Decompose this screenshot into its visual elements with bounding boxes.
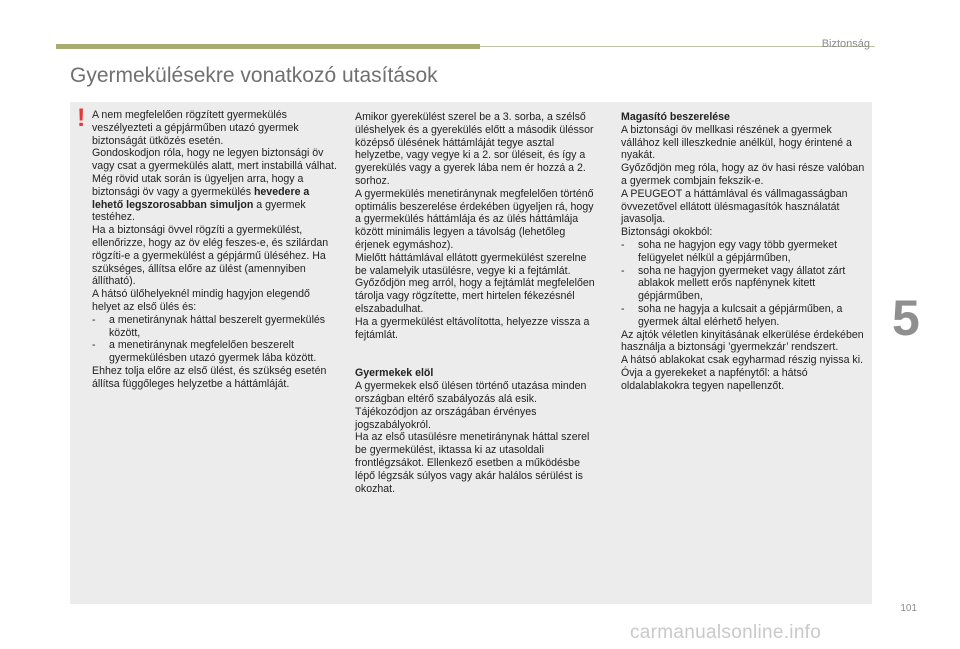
list-item: - soha ne hagyjon gyermeket vagy állatot zárt ablakok mellett erős napfénynek kitett gépjárműben,: [621, 264, 846, 303]
paragraph: Győződjön meg róla, hogy az öv hasi része valóban a gyermek combjain fekszik-e.: [621, 162, 865, 187]
page-title: Gyermekülésekre vonatkozó utasítások: [70, 64, 438, 87]
paragraph: A gyermekülés menetiránynak megfelelően történő optimális beszerelése érdekében ügyeljen rá, hogy a gyermekülés háttámlája és az ülés háttámlája között minimális legyen a távolság (lehetőleg érjenek egymáshoz).: [355, 187, 594, 251]
warning-paragraph: A hátsó ülőhelyeknél mindig hagyjon elegendő helyet az első ülés és:: [92, 288, 310, 313]
warning-paragraph: [92, 173, 340, 224]
paragraph: Az ajtók véletlen kinyitásának elkerülése érdekében használja a biztonsági ’gyermekzár’ rendszert.: [621, 328, 864, 354]
paragraph: A hátsó ablakokat csak egyharmad részig nyissa ki.: [621, 354, 864, 367]
warning-paragraph: Ehhez tolja előre az első ülést, és szükség esetén állítsa függőleges helyzetbe a háttámláját.: [92, 364, 327, 390]
watermark: carmanualsonline.info: [630, 622, 822, 643]
paragraph: Ha a gyermekülést eltávolította, helyezze vissza a fejtámlát.: [355, 315, 590, 341]
paragraph: Amikor gyerekülést szerel be a 3. sorba, a szélső üléshelyek és a gyerekülés előtt a második üléssor középső ülésének háttámláját tegye asztal helyzetbe, vagy vegye ki a 2. sor üléseit, és így a gyerekülés vagy a gyerek lába nem ér hozzá a 2. sorhoz.: [355, 111, 594, 187]
warning-column: [92, 109, 340, 391]
warning-icon: !: [77, 104, 86, 132]
list-item: - soha ne hagyjon egy vagy több gyermeket felügyelet nélkül a gépjárműben,: [621, 238, 838, 264]
paragraph: Győződjön meg arról, hogy a fejtámlát megfelelően tárolja vagy rögzítette, mert hirtelen fékezésnél elszabadulhat.: [355, 277, 595, 315]
text-run: Még rövid utak során is ügyeljen arra, hogy a biztonsági öv vagy a gyermekülés: [92, 172, 304, 198]
paragraph: Mielőtt háttámlával ellátott gyermekülést szerelne be valamelyik utasülésre, vegye ki a fejtámlát.: [355, 251, 587, 277]
warning-paragraph: A nem megfelelően rögzített gyermekülés veszélyezteti a gépjárműben utazó gyermek biztonságát ütközés esetén.: [92, 109, 299, 147]
warning-paragraph: Ha a biztonsági övvel rögzíti a gyermekülést, ellenőrizze, hogy az öv elég feszes-e, és szilárdan rögzíti-e a gyermekülést a gépjármű üléséhez. Ha szükséges, állítsa előre az ülést (amennyiben állítható).: [92, 224, 329, 288]
text-run: a gyermek testéhez.: [92, 198, 306, 224]
header-rule: [480, 46, 875, 47]
paragraph: Biztonsági okokból:: [621, 226, 713, 239]
list-item: - soha ne hagyja a kulcsait a gépjárműben, a gyermek által elérhető helyen.: [621, 302, 843, 328]
paragraph: A biztonsági öv mellkasi részének a gyermek vállához kell illeszkednie anélkül, hogy érintené a nyakát.: [621, 123, 852, 162]
warning-paragraph: Gondoskodjon róla, hogy ne legyen biztonsági öv vagy csat a gyermekülés alatt, mert instabillá válhat.: [92, 147, 337, 173]
section-label: Biztonság: [821, 38, 870, 50]
subheading-front: Gyermekek elöl: [355, 367, 434, 380]
chapter-number: 5: [892, 290, 920, 346]
paragraph: A PEUGEOT a háttámlával és vállmagasságban övvezetővel ellátott ülésmagasítók használatát javasolja.: [621, 187, 848, 226]
subheading-booster: Magasító beszerelése: [621, 111, 730, 123]
header-accent-bar: [56, 44, 480, 49]
paragraph: Ha az első utasülésre menetiránynak háttal szerel be gyermekülést, iktassa ki az utasoldali frontlégzsákot. Ellenkező esetben a működésbe lépő légzsák súlyos vagy akár halálos sérülést is okozhat.: [355, 431, 590, 495]
booster-column: [621, 111, 867, 393]
list-item: - a menetiránynak megfelelően beszerelt gyermekülésben utazó gyermek lába között.: [92, 339, 317, 365]
third-row-column: [355, 111, 600, 495]
page-number: 101: [900, 603, 917, 614]
emphasis-text: hevedere a lehető legszorosabban simuljon: [92, 185, 310, 211]
paragraph: Óvja a gyerekeket a napfénytől: a hátsó oldalablakokra tegyen napellenzőt.: [621, 366, 808, 392]
list-item: - a menetiránynak háttal beszerelt gyermekülés között,: [92, 313, 326, 339]
paragraph: A gyermekek első ülésen történő utazása minden országban eltérő szabályozás alá esik. Tájékozódjon az országában érvényes jogszabályokról.: [355, 380, 587, 431]
